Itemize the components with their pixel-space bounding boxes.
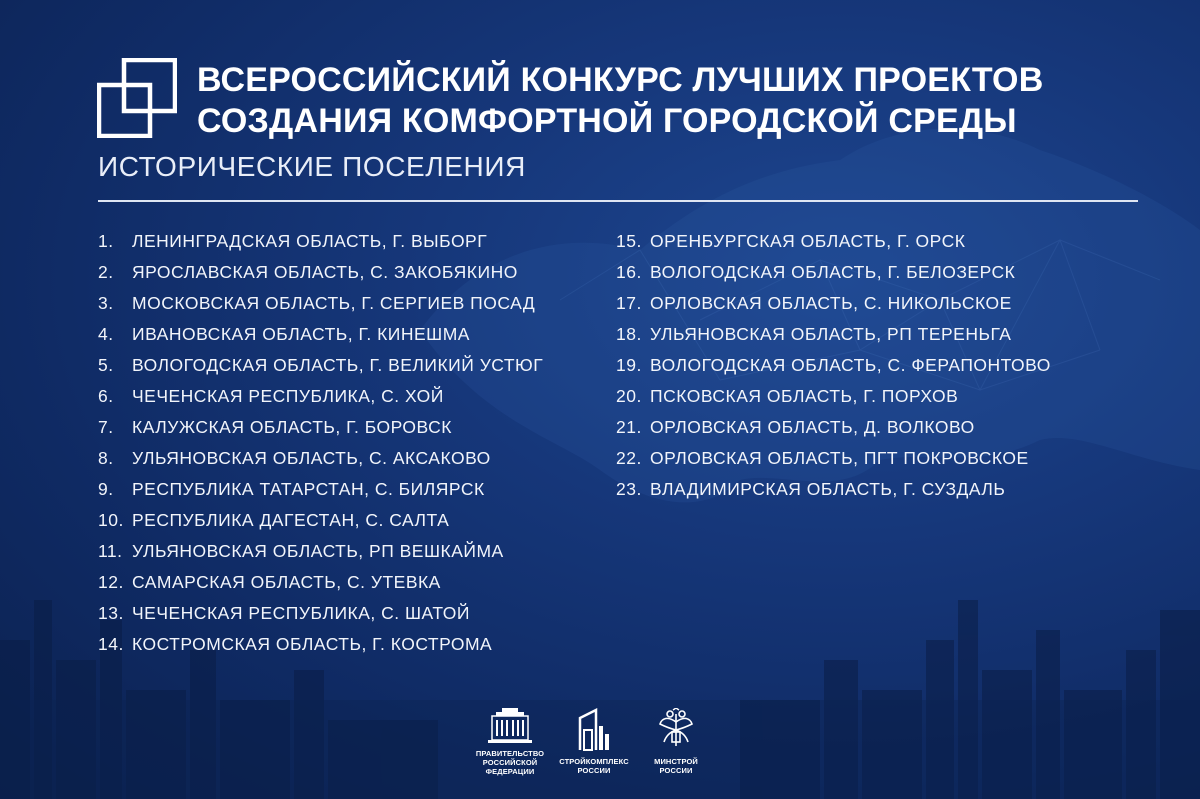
item-number: 14. <box>98 634 124 654</box>
government-building-icon <box>488 708 532 744</box>
item-number: 9. <box>98 479 114 499</box>
list-item <box>98 540 543 571</box>
double-headed-eagle-emblem-icon <box>656 708 696 752</box>
building-bars-icon <box>576 708 612 752</box>
item-number: 13. <box>98 603 124 623</box>
settlements-list-left <box>98 230 543 664</box>
item-text: ОРЕНБУРГСКАЯ ОБЛАСТЬ, Г. ОРСК <box>650 231 966 251</box>
list-item <box>98 416 543 447</box>
item-text: ОРЛОВСКАЯ ОБЛАСТЬ, Д. ВОЛКОВО <box>650 417 975 437</box>
settlements-list-right <box>616 230 1051 509</box>
government-logo <box>470 708 550 776</box>
item-number: 8. <box>98 448 114 468</box>
list-item <box>616 230 1051 261</box>
government-logo-caption-3: ФЕДЕРАЦИИ <box>485 767 535 776</box>
item-text: ИВАНОВСКАЯ ОБЛАСТЬ, Г. КИНЕШМА <box>132 324 470 344</box>
minstroy-logo-caption-1: МИНСТРОЙ <box>654 757 698 766</box>
item-number: 19. <box>616 355 642 375</box>
item-text: КОСТРОМСКАЯ ОБЛАСТЬ, Г. КОСТРОМА <box>132 634 493 654</box>
title-line-2: СОЗДАНИЯ КОМФОРТНОЙ ГОРОДСКОЙ СРЕДЫ <box>197 102 1017 140</box>
item-number: 7. <box>98 417 114 437</box>
list-item <box>616 323 1051 354</box>
item-text: САМАРСКАЯ ОБЛАСТЬ, С. УТЕВКА <box>132 572 441 592</box>
item-number: 21. <box>616 417 642 437</box>
stroykompleks-logo-caption-2: РОССИИ <box>577 766 611 775</box>
item-number: 20. <box>616 386 642 406</box>
item-text: УЛЬЯНОВСКАЯ ОБЛАСТЬ, С. АКСАКОВО <box>132 448 491 468</box>
item-text: ВЛАДИМИРСКАЯ ОБЛАСТЬ, Г. СУЗДАЛЬ <box>650 479 1006 499</box>
item-text: ОРЛОВСКАЯ ОБЛАСТЬ, ПГТ ПОКРОВСКОЕ <box>650 448 1029 468</box>
list-item <box>98 261 543 292</box>
item-number: 22. <box>616 448 642 468</box>
list-item <box>616 478 1051 509</box>
item-text: ВОЛОГОДСКАЯ ОБЛАСТЬ, Г. ВЕЛИКИЙ УСТЮГ <box>132 355 544 375</box>
list-item <box>616 354 1051 385</box>
overlapping-squares-logo-icon <box>97 58 177 138</box>
item-text: УЛЬЯНОВСКАЯ ОБЛАСТЬ, РП ТЕРЕНЬГА <box>650 324 1012 344</box>
item-number: 3. <box>98 293 114 313</box>
list-item <box>98 385 543 416</box>
stroykompleks-logo <box>554 708 634 775</box>
page-title <box>197 60 1177 142</box>
item-text: РЕСПУБЛИКА ДАГЕСТАН, С. САЛТА <box>132 510 450 530</box>
item-number: 2. <box>98 262 114 282</box>
list-item <box>98 230 543 261</box>
item-text: ВОЛОГОДСКАЯ ОБЛАСТЬ, С. ФЕРАПОНТОВО <box>650 355 1051 375</box>
item-number: 11. <box>98 541 123 561</box>
item-text: ВОЛОГОДСКАЯ ОБЛАСТЬ, Г. БЕЛОЗЕРСК <box>650 262 1016 282</box>
item-number: 17. <box>616 293 642 313</box>
item-number: 1. <box>98 231 114 251</box>
item-text: МОСКОВСКАЯ ОБЛАСТЬ, Г. СЕРГИЕВ ПОСАД <box>132 293 536 313</box>
item-number: 5. <box>98 355 114 375</box>
list-item <box>98 292 543 323</box>
list-item <box>98 602 543 633</box>
item-number: 6. <box>98 386 114 406</box>
item-text: РЕСПУБЛИКА ТАТАРСТАН, С. БИЛЯРСК <box>132 479 485 499</box>
item-text: ОРЛОВСКАЯ ОБЛАСТЬ, С. НИКОЛЬСКОЕ <box>650 293 1012 313</box>
list-item <box>616 447 1051 478</box>
footer-logos <box>0 708 1200 788</box>
item-text: ЯРОСЛАВСКАЯ ОБЛАСТЬ, С. ЗАКОБЯКИНО <box>132 262 518 282</box>
item-text: ПСКОВСКАЯ ОБЛАСТЬ, Г. ПОРХОВ <box>650 386 959 406</box>
minstroy-logo-caption-2: РОССИИ <box>659 766 693 775</box>
list-item <box>616 292 1051 323</box>
minstroy-logo <box>638 708 714 775</box>
list-item <box>98 354 543 385</box>
list-item <box>616 416 1051 447</box>
item-number: 4. <box>98 324 114 344</box>
government-logo-caption-2: РОССИЙСКОЙ <box>482 758 538 767</box>
item-number: 12. <box>98 572 124 592</box>
list-item <box>98 633 543 664</box>
item-number: 16. <box>616 262 642 282</box>
list-item <box>616 385 1051 416</box>
list-item <box>98 571 543 602</box>
list-item <box>616 261 1051 292</box>
item-text: КАЛУЖСКАЯ ОБЛАСТЬ, Г. БОРОВСК <box>132 417 452 437</box>
list-item <box>98 447 543 478</box>
item-text: УЛЬЯНОВСКАЯ ОБЛАСТЬ, РП ВЕШКАЙМА <box>132 541 504 561</box>
item-text: ЧЕЧЕНСКАЯ РЕСПУБЛИКА, С. ХОЙ <box>132 386 444 406</box>
item-number: 15. <box>616 231 642 251</box>
header-divider <box>98 200 1138 202</box>
government-logo-caption-1: ПРАВИТЕЛЬСТВО <box>475 749 545 758</box>
title-line-1: ВСЕРОССИЙСКИЙ КОНКУРС ЛУЧШИХ ПРОЕКТОВ <box>197 61 1044 99</box>
list-item <box>98 478 543 509</box>
item-number: 10. <box>98 510 124 530</box>
item-text: ЛЕНИНГРАДСКАЯ ОБЛАСТЬ, Г. ВЫБОРГ <box>132 231 488 251</box>
stroykompleks-logo-caption-1: СТРОЙКОМПЛЕКС <box>559 757 629 766</box>
item-text: ЧЕЧЕНСКАЯ РЕСПУБЛИКА, С. ШАТОЙ <box>132 603 470 623</box>
page-subtitle: ИСТОРИЧЕСКИЕ ПОСЕЛЕНИЯ <box>98 151 526 182</box>
list-item <box>98 323 543 354</box>
item-number: 23. <box>616 479 642 499</box>
item-number: 18. <box>616 324 642 344</box>
list-item <box>98 509 543 540</box>
